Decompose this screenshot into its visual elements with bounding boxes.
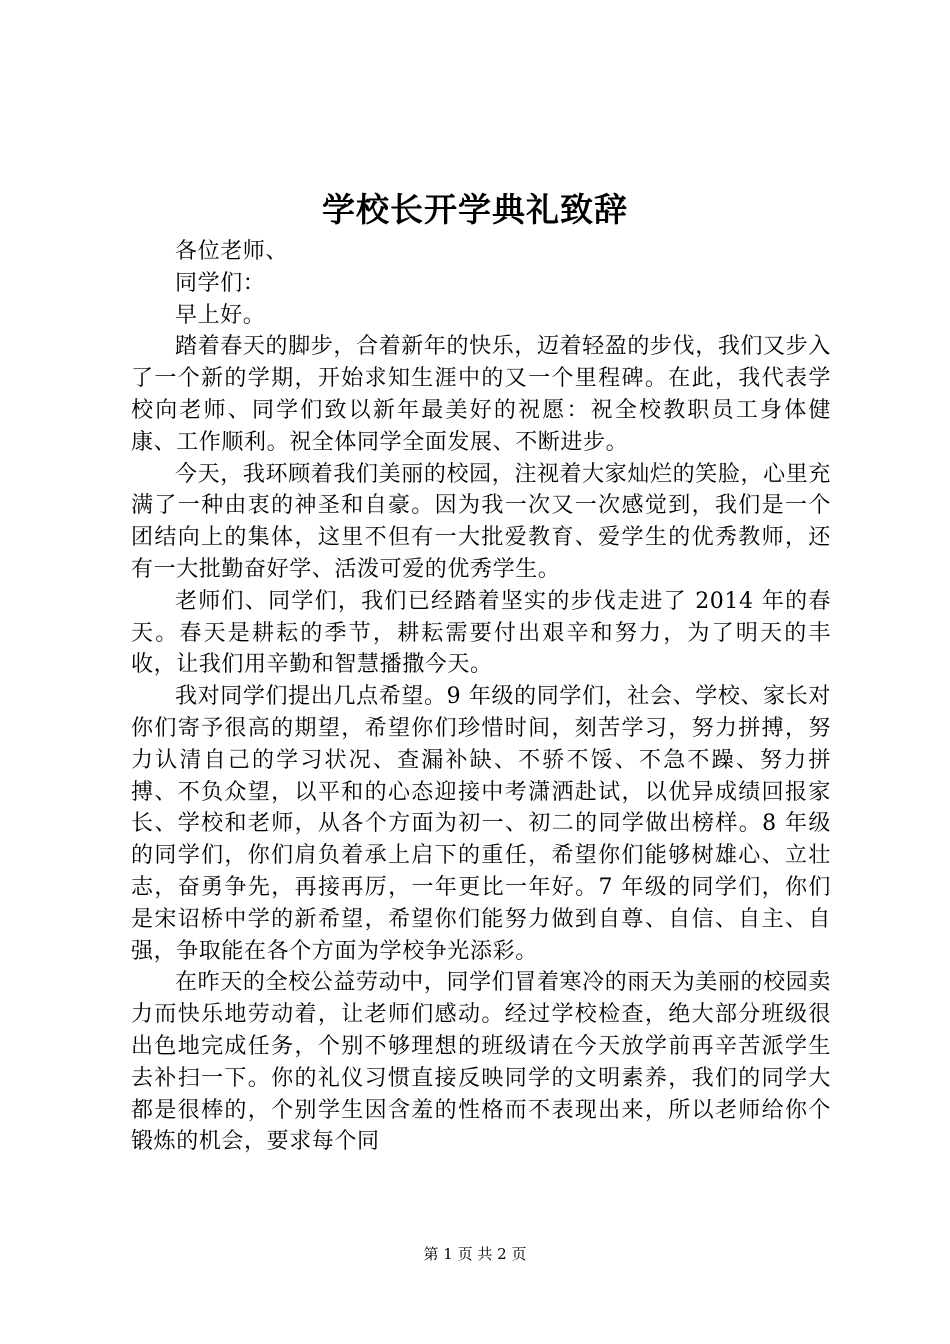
body-paragraph: 我对同学们提出几点希望。9 年级的同学们，社会、学校、家长对你们寄予很高的期望，希望你们珍惜时间，刻苦学习，努力拼搏，努力认清自己的学习状况、查漏补缺、不骄不馁、不急不躁、努力拼搏、不负众望，以平和的心态迎接中考潇洒赴试，以优异成绩回报家长、学校和老师，从各个方面为初一、初二的同学做出榜样。8 年级的同学们，你们肩负着承上启下的重任，希望你们能够树雄心、立壮志，奋勇争先，再接再厉，一年更比一年好。7 年级的同学们，你们是宋诏桥中学的新希望，希望你们能努力做到自尊、自信、自主、自强，争取能在各个方面为学校争光添彩。 [131,684,831,964]
document-body [131,236,831,1158]
body-paragraph: 踏着春天的脚步，合着新年的快乐，迈着轻盈的步伐，我们又步入了一个新的学期，开始求知生涯中的又一个里程碑。在此，我代表学校向老师、同学们致以新年最美好的祝愿：祝全校教职员工身体健康、工作顺利。祝全体同学全面发展、不断进步。 [131,334,831,455]
salutation-students: 同学们： [175,270,266,296]
greeting: 早上好。 [175,302,266,328]
body-paragraph: 在昨天的全校公益劳动中，同学们冒着寒冷的雨天为美丽的校园卖力而快乐地劳动着，让老师们感动。经过学校检查，绝大部分班级很出色地完成任务，个别不够理想的班级请在今天放学前再辛苦派学生去补扫一下。你的礼仪习惯直接反映同学的文明素养，我们的同学大都是很棒的，个别学生因含羞的性格而不表现出来，所以老师给你个锻炼的机会，要求每个同 [131,970,831,1155]
body-paragraph: 今天，我环顾着我们美丽的校园，注视着大家灿烂的笑脸，心里充满了一种由衷的神圣和自豪。因为我一次又一次感觉到，我们是一个团结向上的集体，这里不但有一大批爱教育、爱学生的优秀教师，还有一大批勤奋好学、活泼可爱的优秀学生。 [131,461,831,582]
body-paragraph: 老师们、同学们，我们已经踏着坚实的步伐走进了 2014 年的春天。春天是耕耘的季节，耕耘需要付出艰辛和努力，为了明天的丰收，让我们用辛勤和智慧播撒今天。 [131,588,831,678]
page-footer: 第 1 页 共 2 页 [423,1245,527,1263]
salutation-teachers: 各位老师、 [175,239,289,264]
document-title: 学校长开学典礼致辞 [322,190,628,229]
